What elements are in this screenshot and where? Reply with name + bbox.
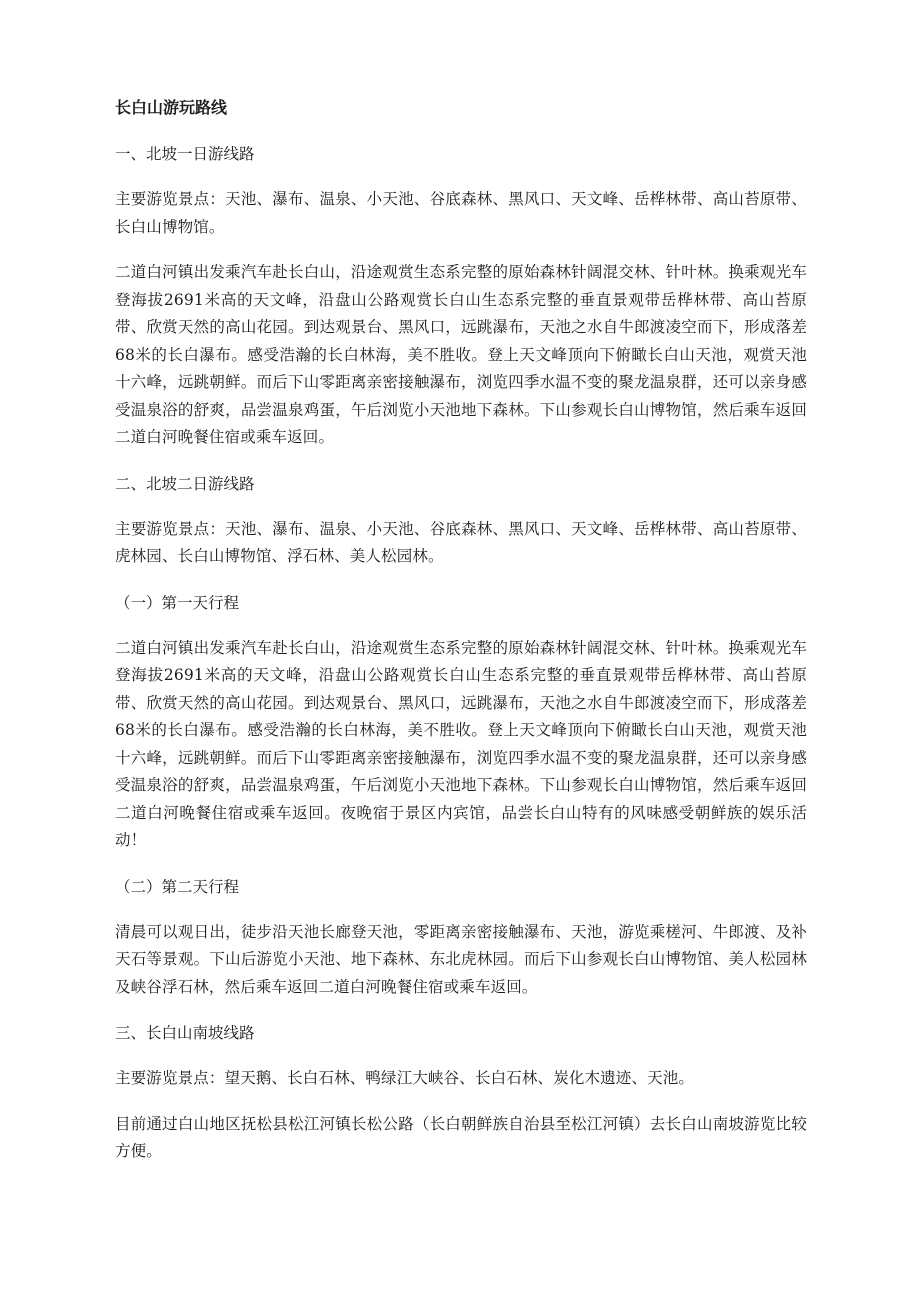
paragraph-south-slope-sights: 主要游览景点：望天鹅、长白石林、鸭绿江大峡谷、长白石林、炭化木遗迹、天池。 [115, 1069, 695, 1087]
document-body [115, 140, 807, 1166]
paragraph-south-slope-access: 目前通过白山地区抚松县松江河镇长松公路（长白朝鲜族自治县至松江河镇）去长白山南坡游览比较方便。 [115, 1114, 807, 1160]
document-title: 长白山游玩路线 [115, 98, 228, 117]
section-heading-south-slope: 三、长白山南坡线路 [115, 1024, 255, 1042]
paragraph-north-1day-sights: 主要游览景点：天池、瀑布、温泉、小天池、谷底森林、黑风口、天文峰、岳桦林带、高山苔原带、长白山博物馆。 [115, 190, 807, 236]
document-page [115, 94, 807, 1184]
section-heading-north-2day: 二、北坡二日游线路 [115, 474, 255, 493]
paragraph-day-one-itinerary: 二道白河镇出发乘汽车赴长白山，沿途观赏生态系完整的原始森林针阔混交林、针叶林。换乘观光车登海拔2691米高的天文峰，沿盘山公路观赏长白山生态系完整的垂直景观带岳桦林带、高山苔原带、欣赏天然的高山花园。到达观景台、黑风口，远跳瀑布，天池之水自牛郎渡凌空而下，形成落差68米的长白瀑布。感受浩瀚的长白林海，美不胜收。登上天文峰顶向下俯瞰长白山天池，观赏天池十六峰，远跳朝鲜。而后下山零距离亲密接触瀑布，浏览四季水温不变的聚龙温泉群，还可以亲身感受温泉浴的舒爽，品尝温泉鸡蛋，午后浏览小天池地下森林。下山参观长白山博物馆，然后乘车返回二道白河晚餐住宿或乘车返回。夜晚宿于景区内宾馆，品尝长白山特有的风味感受朝鲜族的娱乐活动！ [115, 638, 807, 849]
subheading-day-one: （一）第一天行程 [115, 593, 240, 612]
paragraph-north-1day-itinerary: 二道白河镇出发乘汽车赴长白山，沿途观赏生态系完整的原始森林针阔混交林、针叶林。换乘观光车登海拔2691米高的天文峰，沿盘山公路观赏长白山生态系完整的垂直景观带岳桦林带、高山苔原带、欣赏天然的高山花园。到达观景台、黑风口，远跳瀑布，天池之水自牛郎渡凌空而下，形成落差68米的长白瀑布。感受浩瀚的长白林海，美不胜收。登上天文峰顶向下俯瞰长白山天池，观赏天池十六峰，远跳朝鲜。而后下山零距离亲密接触瀑布，浏览四季水温不变的聚龙温泉群，还可以亲身感受温泉浴的舒爽，品尝温泉鸡蛋，午后浏览小天池地下森林。下山参观长白山博物馆，然后乘车返回二道白河晚餐住宿或乘车返回。 [115, 263, 807, 446]
section-heading-north-1day: 一、北坡一日游线路 [115, 145, 255, 163]
paragraph-day-two-itinerary: 清晨可以观日出，徒步沿天池长廊登天池，零距离亲密接触瀑布、天池，游览乘槎河、牛郎渡、及补天石等景观。下山后游览小天池、地下森林、东北虎林园。而后下山参观长白山博物馆、美人松园林及峡谷浮石林，然后乘车返回二道白河晚餐住宿或乘车返回。 [115, 922, 807, 996]
paragraph-north-2day-sights: 主要游览景点：天池、瀑布、温泉、小天池、谷底森林、黑风口、天文峰、岳桦林带、高山苔原带、虎林园、长白山博物馆、浮石林、美人松园林。 [115, 519, 807, 565]
subheading-day-two: （二）第二天行程 [115, 877, 240, 896]
